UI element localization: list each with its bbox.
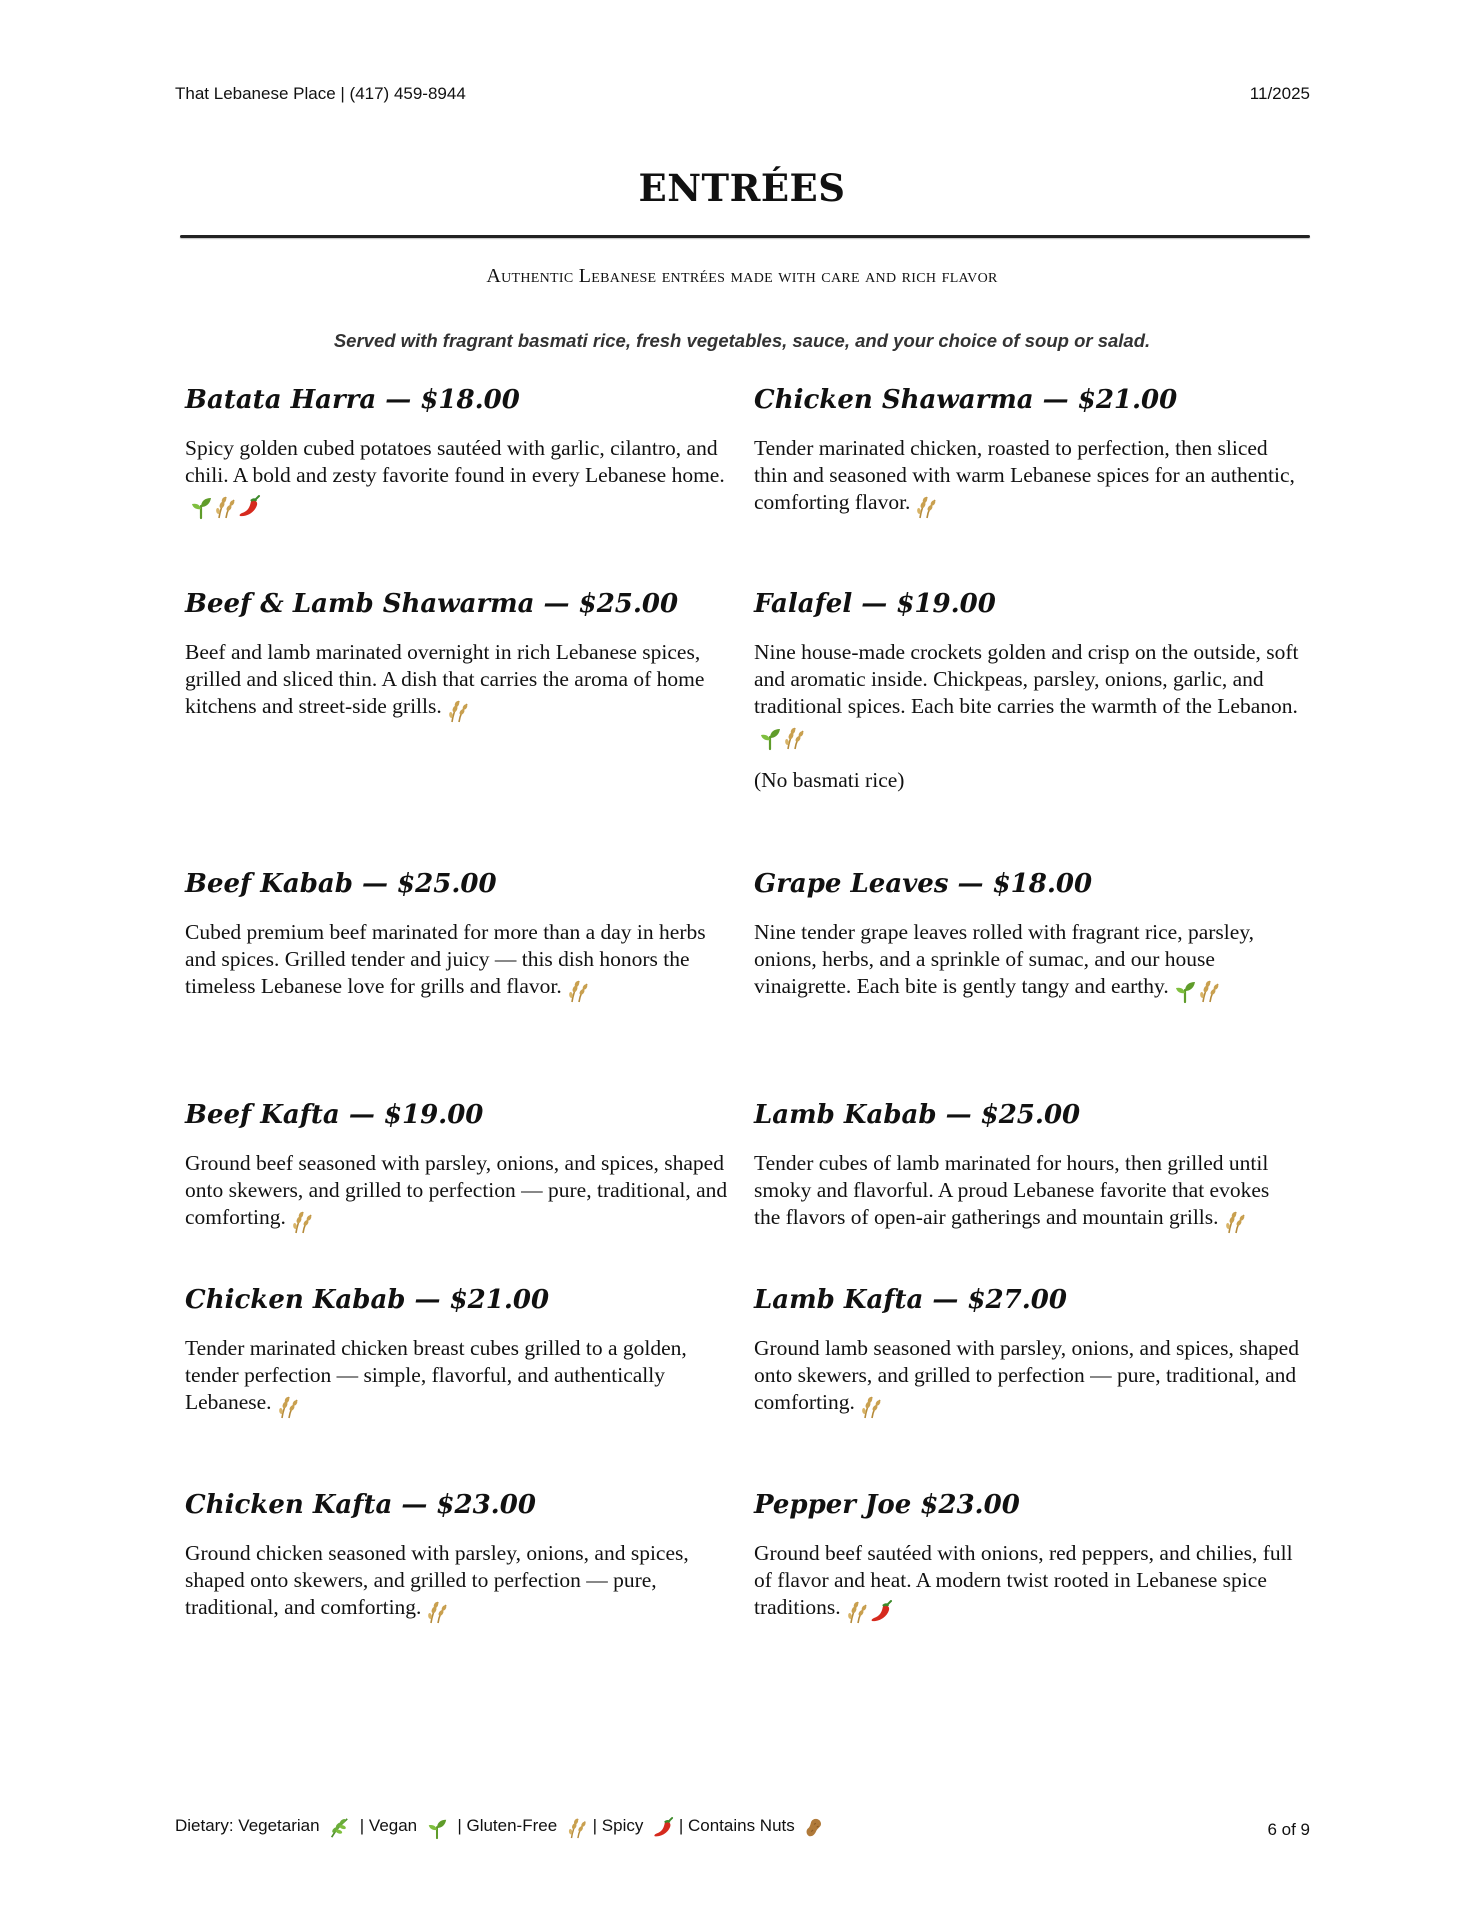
dietary-icons	[1223, 1207, 1247, 1235]
gluten-free-wheat-icon	[276, 1394, 300, 1420]
vegetarian-herb-icon	[328, 1816, 350, 1840]
menu-item-description: Tender marinated chicken, roasted to perfection, then sliced thin and seasoned with warm Lebanese spices for an authentic, comforting flavor.	[754, 435, 1299, 520]
legend-nuts-label: | Contains Nuts	[678, 1816, 795, 1835]
menu-item-name: Beef Kafta — $19.00	[185, 1100, 484, 1130]
menu-item-description: Beef and lamb marinated overnight in rich Lebanese spices, grilled and sliced thin. A dish that carries the aroma of home kitchens and street-side grills.	[185, 639, 730, 724]
dietary-legend	[175, 1816, 825, 1840]
menu-item-name: Chicken Shawarma — $21.00	[754, 385, 1178, 415]
dietary-icons	[1173, 976, 1221, 1004]
legend-vegetarian-label: Dietary: Vegetarian	[175, 1816, 320, 1835]
menu-item-name: Pepper Joe $23.00	[754, 1490, 1020, 1520]
title-divider	[180, 235, 1310, 238]
menu-item-name: Lamb Kabab — $25.00	[754, 1100, 1081, 1130]
menu-item-name: Beef & Lamb Shawarma — $25.00	[185, 589, 679, 619]
restaurant-header: That Lebanese Place | (417) 459-8944	[175, 84, 466, 103]
spicy-pepper-icon	[237, 494, 261, 520]
legend-icon-wrap	[803, 1816, 825, 1840]
menu-item-name: Lamb Kafta — $27.00	[754, 1285, 1067, 1315]
gluten-free-wheat-icon	[1223, 1209, 1247, 1235]
spicy-pepper-icon	[869, 1599, 893, 1625]
dietary-icons	[276, 1392, 300, 1420]
menu-item-description: Ground beef seasoned with parsley, onions, and spices, shaped onto skewers, and grilled to perfection — pure, traditional, and comforting.	[185, 1150, 730, 1235]
menu-item	[754, 1099, 1299, 1235]
gluten-free-wheat-icon	[566, 1816, 588, 1840]
menu-item	[754, 1489, 1299, 1625]
dietary-icons	[758, 723, 806, 751]
dietary-icons	[859, 1392, 883, 1420]
gluten-free-wheat-icon	[1197, 978, 1221, 1004]
peanut-icon	[803, 1816, 825, 1840]
page-subtitle: Authentic Lebanese entrées made with care and rich flavor	[486, 265, 998, 287]
dietary-icons	[845, 1597, 893, 1625]
menu-item-description: Nine house-made crockets golden and crisp on the outside, soft and aromatic inside. Chickpeas, parsley, onions, garlic, and traditional spices. Each bite carries the warmth of the Lebanon.	[754, 639, 1299, 751]
dietary-icons	[566, 976, 590, 1004]
vegan-sprout-icon	[758, 725, 782, 751]
gluten-free-wheat-icon	[213, 494, 237, 520]
header-date: 11/2025	[1249, 84, 1310, 103]
menu-item-description: Tender marinated chicken breast cubes grilled to a golden, tender perfection — simple, flavorful, and authentically Lebanese.	[185, 1335, 730, 1420]
menu-item-name: Grape Leaves — $18.00	[754, 869, 1093, 899]
legend-icon-wrap	[426, 1816, 448, 1840]
menu-item-name: Batata Harra — $18.00	[185, 385, 520, 415]
dietary-icons	[290, 1207, 314, 1235]
page-title: ENTRÉES	[638, 166, 846, 210]
legend-icon-wrap	[566, 1816, 588, 1840]
gluten-free-wheat-icon	[290, 1209, 314, 1235]
menu-item-description: Ground chicken seasoned with parsley, onions, and spices, shaped onto skewers, and grilled to perfection — pure, traditional, and comforting.	[185, 1540, 730, 1625]
menu-item	[185, 384, 730, 520]
menu-item	[754, 1284, 1299, 1420]
menu-item-description: Spicy golden cubed potatoes sautéed with garlic, cilantro, and chili. A bold and zesty favorite found in every Lebanese home.	[185, 435, 730, 520]
gluten-free-wheat-icon	[566, 978, 590, 1004]
gluten-free-wheat-icon	[782, 725, 806, 751]
menu-item	[754, 588, 1299, 794]
legend-icon-wrap	[652, 1816, 674, 1840]
dietary-icons	[446, 696, 470, 724]
menu-item-description: Tender cubes of lamb marinated for hours, then grilled until smoky and flavorful. A proud Lebanese favorite that evokes the flavors of open-air gatherings and mountain grills.	[754, 1150, 1299, 1235]
menu-item-description: Cubed premium beef marinated for more than a day in herbs and spices. Grilled tender and juicy — this dish honors the timeless Lebanese love for grills and flavor.	[185, 919, 730, 1004]
legend-icon-wrap	[328, 1816, 350, 1840]
gluten-free-wheat-icon	[914, 494, 938, 520]
menu-item	[185, 1099, 730, 1235]
legend-spicy-label: | Spicy	[592, 1816, 644, 1835]
menu-item	[185, 1489, 730, 1625]
dietary-icons	[914, 492, 938, 520]
menu-item-name: Falafel — $19.00	[754, 589, 996, 619]
menu-item-description: Ground beef sautéed with onions, red peppers, and chilies, full of flavor and heat. A modern twist rooted in Lebanese spice traditions.	[754, 1540, 1299, 1625]
legend-gluten-free-label: | Gluten-Free	[457, 1816, 558, 1835]
dietary-icons	[189, 492, 261, 520]
legend-vegan-label: | Vegan	[359, 1816, 418, 1835]
spicy-pepper-icon	[652, 1816, 674, 1840]
menu-item-description: Nine tender grape leaves rolled with fragrant rice, parsley, onions, herbs, and a sprinkle of sumac, and our house vinaigrette. Each bite is gently tangy and earthy.	[754, 919, 1299, 1004]
dietary-icons	[425, 1597, 449, 1625]
menu-item	[185, 588, 730, 724]
gluten-free-wheat-icon	[845, 1599, 869, 1625]
gluten-free-wheat-icon	[446, 698, 470, 724]
menu-item	[185, 1284, 730, 1420]
served-with-note: Served with fragrant basmati rice, fresh vegetables, sauce, and your choice of soup or salad.	[333, 330, 1151, 351]
menu-item-description: Ground lamb seasoned with parsley, onions, and spices, shaped onto skewers, and grilled to perfection — pure, traditional, and comforting.	[754, 1335, 1299, 1420]
menu-item-note: (No basmati rice)	[754, 768, 905, 793]
gluten-free-wheat-icon	[425, 1599, 449, 1625]
gluten-free-wheat-icon	[859, 1394, 883, 1420]
menu-item-name: Chicken Kafta — $23.00	[185, 1490, 536, 1520]
page-number: 6 of 9	[1267, 1820, 1310, 1839]
menu-item	[754, 384, 1299, 520]
menu-item	[754, 868, 1299, 1004]
vegan-sprout-icon	[426, 1816, 448, 1840]
vegan-sprout-icon	[189, 494, 213, 520]
menu-item	[185, 868, 730, 1004]
menu-item-name: Chicken Kabab — $21.00	[185, 1285, 550, 1315]
vegan-sprout-icon	[1173, 978, 1197, 1004]
menu-item-name: Beef Kabab — $25.00	[185, 869, 497, 899]
